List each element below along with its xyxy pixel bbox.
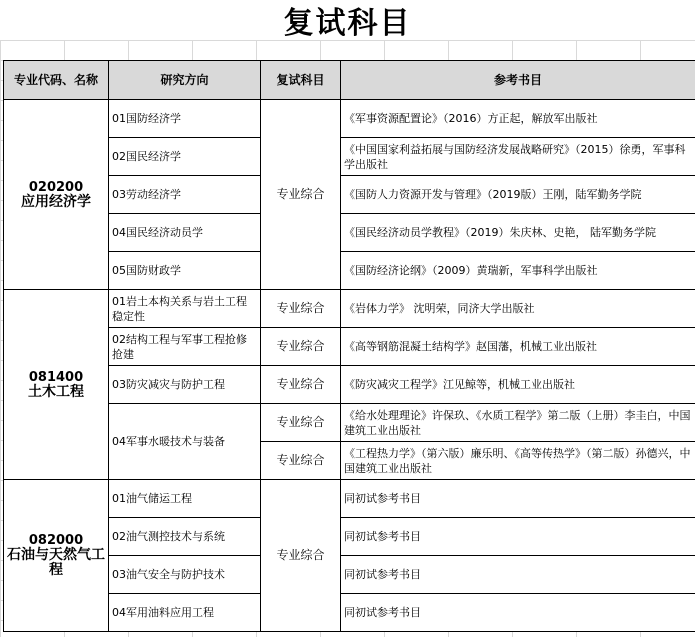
book-cell: 《国防人力资源开发与管理》（2019版）王刚，陆军勤务学院 — [341, 176, 695, 214]
book-cell: 同初试参考书目 — [341, 594, 695, 632]
direction-cell: 05国防财政学 — [109, 252, 261, 290]
subject-cell: 专业综合 — [261, 366, 341, 404]
book-cell: 同初试参考书目 — [341, 518, 695, 556]
direction-cell: 01油气储运工程 — [109, 480, 261, 518]
major-code: 020200 — [28, 179, 84, 195]
major-name: 石油与天然气工程 — [7, 547, 105, 578]
direction-cell: 04国民经济动员学 — [109, 214, 261, 252]
direction-cell: 02结构工程与军事工程抢修抢建 — [109, 328, 261, 366]
book-cell: 《给水处理理论》许保玖、《水质工程学》第二版（上册）李圭白，中国建筑工业出版社 — [341, 404, 695, 442]
subject-cell: 专业综合 — [261, 100, 341, 290]
subject-cell: 专业综合 — [261, 480, 341, 632]
exam-subjects-table — [3, 60, 695, 632]
direction-cell: 03劳动经济学 — [109, 176, 261, 214]
book-cell: 《国防经济论纲》（2009）黄瑞新，军事科学出版社 — [341, 252, 695, 290]
book-cell: 同初试参考书目 — [341, 556, 695, 594]
book-cell: 《高等钢筋混凝土结构学》赵国藩，机械工业出版社 — [341, 328, 695, 366]
book-cell: 《工程热力学》（第六版）廉乐明、《高等传热学》（第二版）孙德兴，中国建筑工业出版社 — [341, 442, 695, 480]
direction-cell: 01岩土本构关系与岩土工程稳定性 — [109, 290, 261, 328]
subject-cell: 专业综合 — [261, 442, 341, 480]
subject-cell: 专业综合 — [261, 290, 341, 328]
page-title: 复试科目 — [0, 0, 695, 40]
book-cell: 同初试参考书目 — [341, 480, 695, 518]
table-row — [4, 290, 695, 328]
book-cell: 《中国国家利益拓展与国防经济发展战略研究》（2015）徐勇，军事科学出版社 — [341, 138, 695, 176]
major-cell — [4, 480, 109, 632]
major-code: 082000 — [28, 533, 84, 548]
major-cell — [4, 290, 109, 480]
header-major: 专业代码、名称 — [4, 61, 109, 100]
major-cell — [4, 100, 109, 290]
subject-cell: 专业综合 — [261, 328, 341, 366]
table-row — [4, 100, 695, 138]
book-cell: 《国民经济动员学教程》（2019）朱庆林、史艳， 陆军勤务学院 — [341, 214, 695, 252]
direction-cell: 03油气安全与防护技术 — [109, 556, 261, 594]
direction-cell: 02油气测控技术与系统 — [109, 518, 261, 556]
header-direction: 研究方向 — [109, 61, 261, 100]
header-books: 参考书目 — [341, 61, 695, 100]
table-row — [4, 480, 695, 518]
direction-cell: 03防灾减灾与防护工程 — [109, 366, 261, 404]
book-cell: 《军事资源配置论》（2016）方正起，解放军出版社 — [341, 100, 695, 138]
header-subject: 复试科目 — [261, 61, 341, 100]
major-name: 土木工程 — [28, 383, 84, 400]
subject-cell: 专业综合 — [261, 404, 341, 442]
direction-cell: 01国防经济学 — [109, 100, 261, 138]
book-cell: 《防灾减灾工程学》江见鲸等，机械工业出版社 — [341, 366, 695, 404]
direction-cell: 04军事水暖技术与装备 — [109, 404, 261, 480]
direction-cell: 04军用油料应用工程 — [109, 594, 261, 632]
major-code: 081400 — [28, 369, 84, 385]
major-name: 应用经济学 — [21, 193, 91, 210]
book-cell: 《岩体力学》 沈明荣，同济大学出版社 — [341, 290, 695, 328]
direction-cell: 02国民经济学 — [109, 138, 261, 176]
